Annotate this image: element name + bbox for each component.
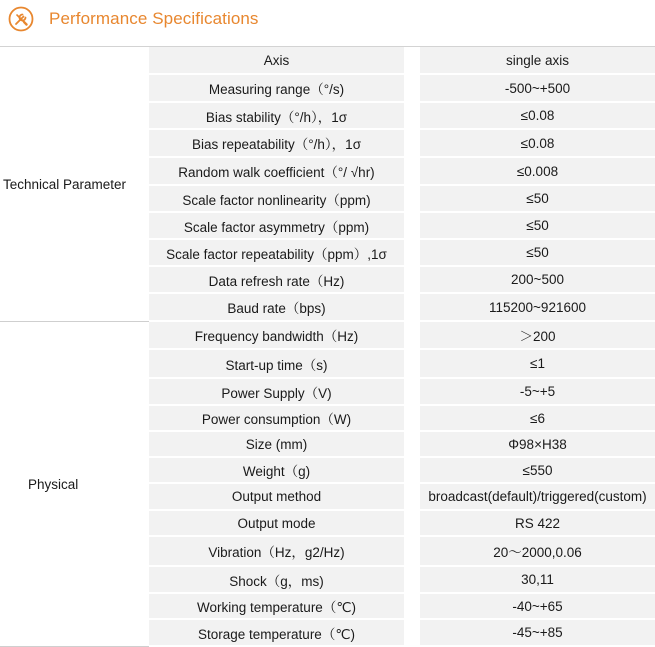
column-gap (404, 103, 420, 130)
param-value: ≤6 (420, 406, 655, 432)
column-gap (404, 267, 420, 294)
param-name: Vibration（Hz，g2/Hz) (149, 537, 404, 567)
column-gap (404, 186, 420, 213)
column-gap (404, 350, 420, 379)
column-gap (404, 406, 420, 432)
param-value: ≤50 (420, 213, 655, 240)
param-value: RS 422 (420, 511, 655, 537)
column-gap (404, 47, 420, 75)
param-name: Output mode (149, 511, 404, 537)
param-value: ≤1 (420, 350, 655, 379)
wrench-screwdriver-icon (8, 6, 34, 32)
column-gap (404, 620, 420, 647)
param-name: Scale factor asymmetry（ppm) (149, 213, 404, 240)
param-value: ≤50 (420, 186, 655, 213)
param-name: Power consumption（W) (149, 406, 404, 432)
param-value: -40~+65 (420, 594, 655, 620)
param-name: Frequency bandwidth（Hz) (149, 322, 404, 350)
param-value: ≤0.08 (420, 103, 655, 130)
param-name: Storage temperature（℃) (149, 620, 404, 647)
param-name: Shock（g，ms) (149, 567, 404, 594)
spec-table (0, 47, 655, 647)
column-gap (404, 158, 420, 186)
column-gap (404, 213, 420, 240)
column-gap (404, 240, 420, 267)
param-name: Bias repeatability（°/h），1σ (149, 130, 404, 158)
column-gap (404, 322, 420, 350)
param-value: 30,11 (420, 567, 655, 594)
param-value: ≤550 (420, 458, 655, 484)
param-value: -45~+85 (420, 620, 655, 647)
param-name: Random walk coefficient（°/ √hr) (149, 158, 404, 186)
column-gap (404, 294, 420, 322)
column-gap (404, 484, 420, 511)
section-header (8, 4, 259, 34)
param-name: Output method (149, 484, 404, 511)
param-name: Data refresh rate（Hz) (149, 267, 404, 294)
table-row (0, 47, 655, 75)
group-cell (0, 47, 149, 322)
group-cell (0, 322, 149, 647)
param-value: 115200~921600 (420, 294, 655, 322)
param-value: ≤0.008 (420, 158, 655, 186)
param-name: Working temperature（℃) (149, 594, 404, 620)
param-name: Power Supply（V) (149, 379, 404, 406)
param-value: 20～2000,0.06 (420, 537, 655, 567)
param-name: Baud rate（bps) (149, 294, 404, 322)
column-gap (404, 567, 420, 594)
param-value: broadcast(default)/triggered(custom) (420, 484, 655, 511)
group-label: Physical (28, 476, 79, 492)
param-value: Φ98×H38 (420, 432, 655, 458)
group-label: Technical Parameter (3, 176, 127, 192)
column-gap (404, 130, 420, 158)
column-gap (404, 75, 420, 103)
column-gap (404, 458, 420, 484)
param-name: Start-up time（s) (149, 350, 404, 379)
column-gap (404, 432, 420, 458)
column-gap (404, 537, 420, 567)
param-value: single axis (420, 47, 655, 75)
column-gap (404, 511, 420, 537)
param-name: Weight（g) (149, 458, 404, 484)
param-value: -500~+500 (420, 75, 655, 103)
param-name: Axis (149, 47, 404, 75)
table-row (0, 322, 655, 350)
param-value: ≤50 (420, 240, 655, 267)
param-name: Bias stability（°/h），1σ (149, 103, 404, 130)
param-name: Scale factor nonlinearity（ppm) (149, 186, 404, 213)
column-gap (404, 594, 420, 620)
param-value: 200~500 (420, 267, 655, 294)
param-name: Size (mm) (149, 432, 404, 458)
param-value: ＞200 (420, 322, 655, 350)
param-name: Scale factor repeatability（ppm）,1σ (149, 240, 404, 267)
param-name: Measuring range（°/s) (149, 75, 404, 103)
param-value: ≤0.08 (420, 130, 655, 158)
param-value: -5~+5 (420, 379, 655, 406)
section-title: Performance Specifications (49, 9, 259, 28)
column-gap (404, 379, 420, 406)
